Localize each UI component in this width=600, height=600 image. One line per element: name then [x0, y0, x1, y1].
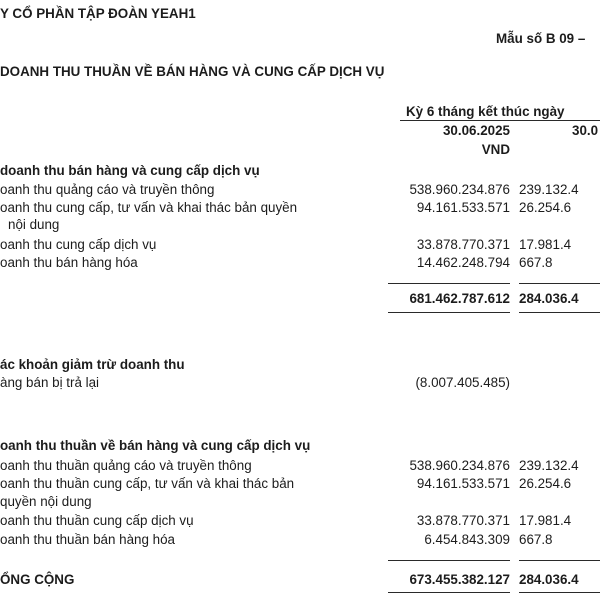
section-title: DOANH THU THUẦN VỀ BÁN HÀNG VÀ CUNG CẤP DỊCH VỤ	[0, 64, 385, 79]
table-row-value-prior: 17.981.4	[519, 237, 572, 252]
table-row-label: oanh thu quảng cáo và truyền thông	[0, 182, 215, 197]
grand-total-value-prior: 284.036.4	[519, 572, 579, 587]
table-row-label-cont: quyền nội dung	[0, 494, 92, 509]
table-row-value-prior: 26.254.6	[519, 476, 572, 491]
company-name: Y CỔ PHẦN TẬP ĐOÀN YEAH1	[0, 6, 196, 21]
gross-revenue-total: 681.462.787.612	[409, 291, 510, 306]
table-row-value-prior: 239.132.4	[519, 458, 579, 473]
table-row-value: 94.161.533.571	[416, 200, 510, 215]
table-row-value: 94.161.533.571	[416, 476, 510, 491]
table-row-value-prior: 17.981.4	[519, 513, 572, 528]
table-row-value: 538.960.234.876	[409, 458, 510, 473]
total-rule	[388, 312, 510, 313]
grand-total-rule	[388, 592, 510, 593]
table-row-value: 14.462.248.794	[416, 255, 510, 270]
col1-unit: VND	[481, 142, 510, 157]
subtotal-rule-prior	[519, 283, 600, 284]
table-row-label: oanh thu thuần cung cấp, tư vấn và khai thác bản	[0, 476, 295, 491]
table-row-label: oanh thu thuần cung cấp dịch vụ	[0, 513, 194, 528]
deductions-heading: ác khoản giảm trừ doanh thu	[0, 357, 185, 372]
net-revenue-heading: oanh thu thuần về bán hàng và cung cấp dịch vụ	[0, 438, 311, 453]
table-row-label: oanh thu bán hàng hóa	[0, 255, 138, 270]
table-row-label-cont: nội dung	[8, 217, 60, 232]
table-row-value: 538.960.234.876	[409, 182, 510, 197]
period-header-rule	[400, 120, 600, 121]
subtotal-rule	[388, 283, 510, 284]
gross-revenue-heading: doanh thu bán hàng và cung cấp dịch vụ	[0, 163, 260, 178]
table-row-label: oanh thu cung cấp dịch vụ	[0, 237, 157, 252]
col1-date: 30.06.2025	[442, 123, 510, 138]
table-row-value: (8.007.405.485)	[415, 375, 510, 390]
table-row-value: 33.878.770.371	[416, 513, 510, 528]
table-row-value-prior: 239.132.4	[519, 182, 579, 197]
gross-revenue-total-prior: 284.036.4	[519, 291, 579, 306]
table-row-value-prior: 667.8	[519, 255, 553, 270]
table-row-label: oanh thu thuần bán hàng hóa	[0, 532, 175, 547]
table-row-value: 6.454.843.309	[424, 532, 510, 547]
table-row-value: 33.878.770.371	[416, 237, 510, 252]
table-row-label: oanh thu thuần quảng cáo và truyền thông	[0, 458, 252, 473]
total-rule-prior	[519, 312, 600, 313]
table-row-value-prior: 26.254.6	[519, 200, 572, 215]
grand-total-rule-prior	[519, 592, 600, 593]
table-row-label: àng bán bị trả lại	[0, 375, 100, 390]
period-header: Kỳ 6 tháng kết thúc ngày	[406, 104, 565, 119]
col2-date: 30.0	[572, 123, 599, 138]
grand-total-label: ỔNG CỘNG	[0, 572, 75, 587]
grand-total-value: 673.455.382.127	[409, 572, 510, 587]
grand-total-top-rule-prior	[519, 560, 600, 561]
table-row-label: oanh thu cung cấp, tư vấn và khai thác bản quyền	[0, 200, 298, 215]
table-row-value-prior: 667.8	[519, 532, 553, 547]
form-code: Mẫu số B 09 –	[496, 31, 586, 46]
grand-total-top-rule	[388, 560, 510, 561]
